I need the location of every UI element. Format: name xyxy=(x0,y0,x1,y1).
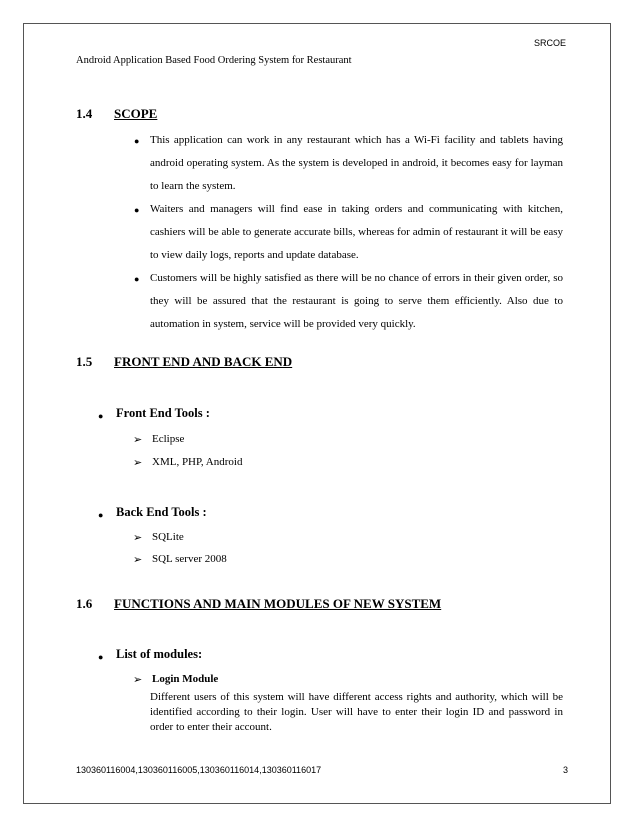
section-number: 1.5 xyxy=(76,354,93,369)
front-end-item: Eclipse xyxy=(152,433,185,445)
bullet-icon: ● xyxy=(134,205,140,215)
section-title: SCOPE xyxy=(114,106,158,121)
module-title: Login Module xyxy=(152,673,219,685)
scope-bullet-text: This application can work in any restaurant which has a Wi-Fi facility and tablets having android operating system. As the system is developed in android, it becomes easy for layman to learn the system. xyxy=(150,134,563,192)
bullet-icon: ● xyxy=(98,411,104,421)
module-description: Different users of this system will have different access rights and authority, which will be identified according to their login. User will have to enter their login ID and password in order to enter their account. xyxy=(150,691,563,733)
header-title: Android Application Based Food Ordering System for Restaurant xyxy=(76,55,352,66)
footer-ids: 130360116004,130360116005,130360116014,130360116017 xyxy=(76,765,322,775)
arrow-icon: ➢ xyxy=(133,674,143,686)
bullet-icon: ● xyxy=(134,274,140,284)
modules-list-heading: List of modules: xyxy=(116,647,203,661)
bullet-icon: ● xyxy=(134,136,140,146)
section-title: FUNCTIONS AND MAIN MODULES OF NEW SYSTEM xyxy=(114,596,442,611)
back-end-item: SQLite xyxy=(152,531,184,543)
bullet-icon: ● xyxy=(98,652,104,662)
arrow-icon: ➢ xyxy=(133,457,143,469)
scope-bullet-text: Waiters and managers will find ease in taking orders and communicating with kitchen, cashiers will be able to generate accurate bills, whereas for admin of restaurant it will be easy to view daily logs, reports and update database. xyxy=(150,203,563,261)
back-end-heading: Back End Tools : xyxy=(116,505,207,519)
arrow-icon: ➢ xyxy=(133,434,143,446)
section-number: 1.4 xyxy=(76,106,93,121)
back-end-item: SQL server 2008 xyxy=(152,553,227,565)
arrow-icon: ➢ xyxy=(133,532,143,544)
section-title: FRONT END AND BACK END xyxy=(114,354,293,369)
arrow-icon: ➢ xyxy=(133,554,143,566)
scope-bullet-text: Customers will be highly satisfied as there will be no chance of errors in their given order, so they will be assured that the restaurant is going to serve them efficiently. Also due to automation in system, service will be provided very quickly. xyxy=(150,272,563,330)
page-number: 3 xyxy=(562,765,568,775)
section-number: 1.6 xyxy=(76,596,93,611)
front-end-heading: Front End Tools : xyxy=(116,406,210,420)
header-org: SRCOE xyxy=(533,38,566,48)
bullet-icon: ● xyxy=(98,510,104,520)
front-end-item: XML, PHP, Android xyxy=(152,456,243,468)
